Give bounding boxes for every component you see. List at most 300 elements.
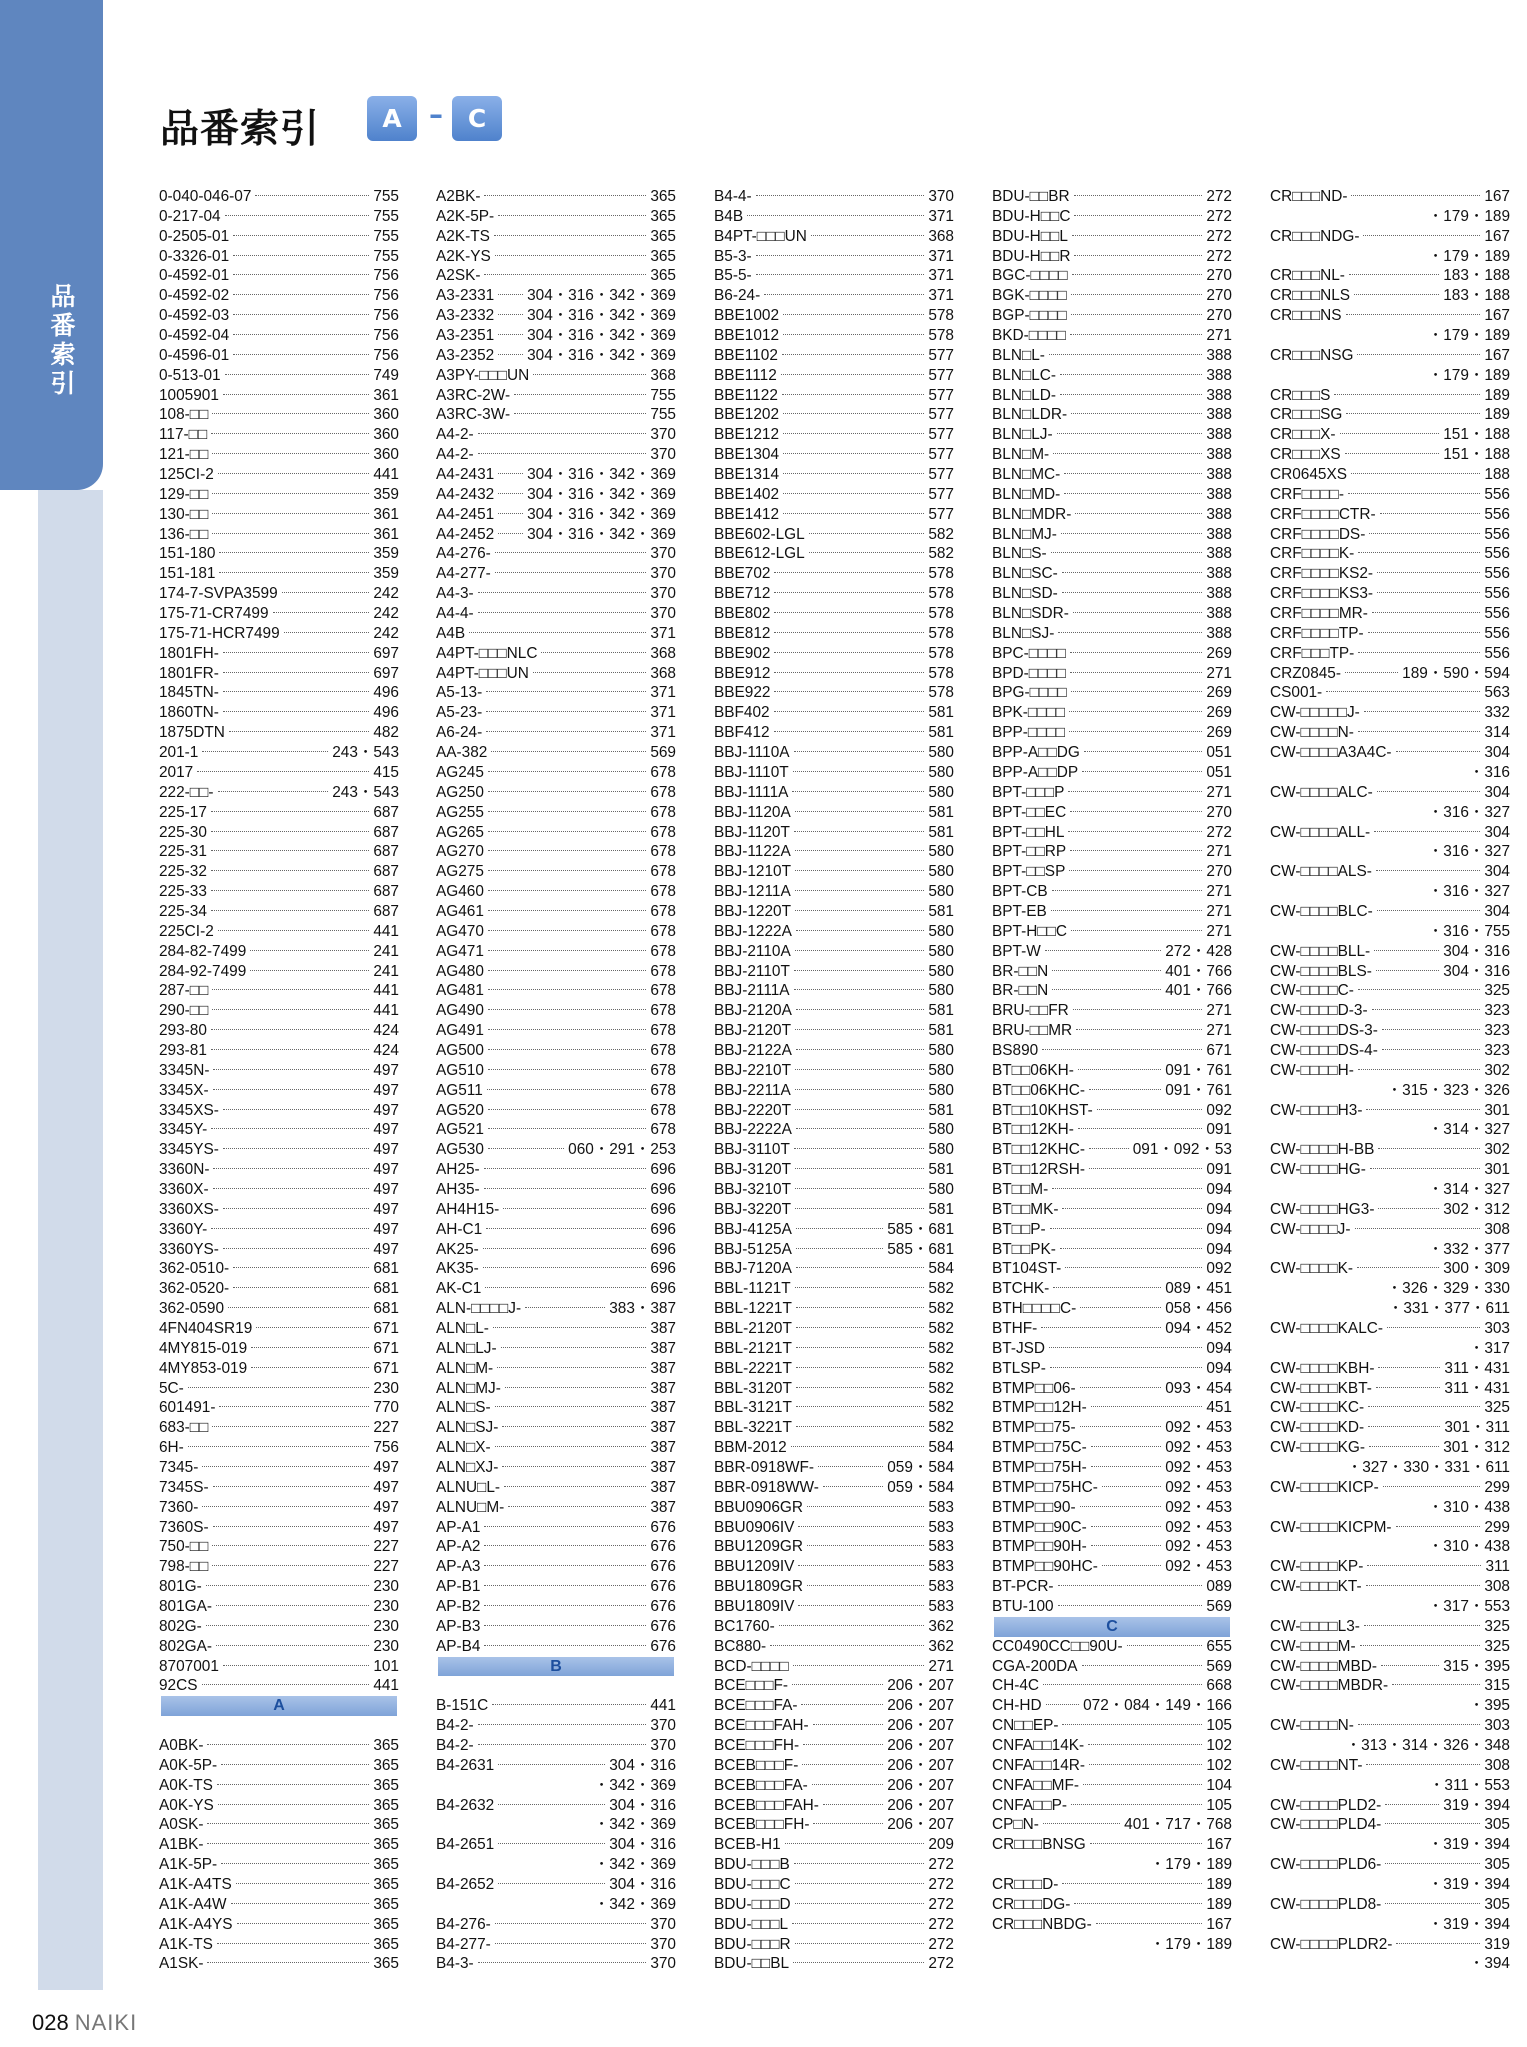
index-entry [992, 1458, 1232, 1478]
index-entry [159, 962, 399, 982]
dot-leader [1076, 1029, 1202, 1030]
dot-leader [478, 1744, 647, 1745]
dot-leader [1089, 1168, 1202, 1169]
dot-leader [212, 1565, 369, 1566]
page-refs: 051 [1206, 744, 1232, 762]
page-refs: 368 [650, 664, 676, 682]
part-number: BBJ-1111A [714, 783, 789, 801]
index-entry [992, 1637, 1232, 1657]
part-number: 225-32 [159, 863, 207, 881]
index-entry [714, 1299, 954, 1319]
dot-leader [796, 1406, 924, 1407]
page-refs: 578 [928, 327, 954, 345]
page-refs: 388 [1206, 505, 1232, 523]
index-entry [159, 1339, 399, 1359]
part-number: A3-2332 [436, 307, 495, 325]
part-number: BPK-□□□□ [992, 704, 1066, 722]
page-refs: 678 [650, 763, 676, 781]
dot-leader [791, 1446, 925, 1447]
part-number: BCE□□□FH- [714, 1737, 800, 1755]
page-refs: 271 [928, 1657, 954, 1675]
part-number: BTMP□□75- [992, 1419, 1076, 1437]
dot-leader [478, 453, 647, 454]
index-entry [992, 1140, 1232, 1160]
page-refs: 104 [1206, 1776, 1232, 1794]
index-entry [992, 1915, 1232, 1935]
index-entry [714, 683, 954, 703]
page-refs: 304・316・342・369 [527, 327, 676, 345]
dot-leader [756, 195, 925, 196]
part-number: 362-0510- [159, 1260, 230, 1278]
part-number: BBU0906IV [714, 1518, 795, 1536]
dot-leader [1385, 1804, 1439, 1805]
dot-leader [1070, 811, 1202, 812]
part-number: CN□□EP- [992, 1717, 1059, 1735]
dot-leader [223, 1148, 369, 1149]
page-refs: 388 [1206, 346, 1232, 364]
part-number: BGK-□□□□ [992, 287, 1067, 305]
dot-leader [213, 1188, 370, 1189]
dot-leader [1053, 1287, 1161, 1288]
part-number: BTU-100 [992, 1598, 1054, 1616]
dot-leader [498, 1764, 605, 1765]
dot-leader [218, 473, 370, 474]
index-entry [436, 942, 676, 962]
page-refs: 371 [650, 704, 676, 722]
part-number: BBJ-4125A [714, 1220, 792, 1238]
part-number: CW-□□□□K- [1270, 1260, 1354, 1278]
page-refs: 241 [373, 962, 399, 980]
page-refs: 755 [373, 207, 399, 225]
page-refs: 388 [1206, 485, 1232, 503]
part-number: 225-17 [159, 803, 207, 821]
dot-leader [1052, 1188, 1202, 1189]
dot-leader [514, 413, 646, 414]
page-refs: 580 [928, 1180, 954, 1198]
part-number: A2K-YS [436, 247, 491, 265]
page-refs: 206・207 [887, 1756, 954, 1774]
page-refs: 299 [1484, 1478, 1510, 1496]
part-number: 1005901 [159, 386, 219, 404]
page-refs: 582 [928, 1300, 954, 1318]
dot-leader [488, 1109, 646, 1110]
index-entry [1270, 505, 1510, 525]
page-refs: 091・761 [1165, 1061, 1232, 1079]
dot-leader [1358, 989, 1480, 990]
dot-leader [488, 850, 646, 851]
part-number: CR□□□S [1270, 386, 1331, 404]
page-refs: 302 [1484, 1141, 1510, 1159]
dot-leader [233, 334, 369, 335]
page-refs: 269 [1206, 644, 1232, 662]
dot-leader [488, 1148, 564, 1149]
dot-leader [818, 1466, 883, 1467]
dot-leader [495, 552, 647, 553]
page-refs: 189 [1484, 386, 1510, 404]
dot-leader [484, 1645, 646, 1646]
page-refs: 497 [373, 1180, 399, 1198]
page-refs: 361 [373, 386, 399, 404]
index-entry [436, 1418, 676, 1438]
dot-leader [233, 255, 369, 256]
page-refs: ・317 [1468, 1339, 1510, 1357]
part-number: BBJ-2120T [714, 1022, 791, 1040]
part-number: 284-82-7499 [159, 942, 247, 960]
index-entry [159, 405, 399, 425]
part-number: BBJ-2110A [714, 942, 791, 960]
index-continuation [1270, 1537, 1510, 1557]
page-refs: 671 [373, 1339, 399, 1357]
part-number: BCE□□□FA- [714, 1697, 798, 1715]
dot-leader [1382, 1029, 1480, 1030]
index-entry [992, 1359, 1232, 1379]
dot-leader [1072, 235, 1202, 236]
dot-leader [219, 572, 369, 573]
page-refs: 482 [373, 724, 399, 742]
dot-leader [1078, 1128, 1202, 1129]
index-entry [714, 1498, 954, 1518]
index-entry [159, 803, 399, 823]
dot-leader [1348, 493, 1480, 494]
index-entry [1270, 1041, 1510, 1061]
page-refs: ・316・755 [1427, 922, 1510, 940]
page-refs: 441 [373, 982, 399, 1000]
page-refs: 687 [373, 902, 399, 920]
page-refs: 577 [928, 386, 954, 404]
index-entry [714, 842, 954, 862]
part-number: ALN□MJ- [436, 1379, 501, 1397]
page-refs: 304・316 [609, 1796, 676, 1814]
part-number: BTLSP- [992, 1359, 1046, 1377]
dot-leader [495, 255, 647, 256]
dot-leader [491, 751, 646, 752]
index-entry [436, 564, 676, 584]
part-number: BBE1304 [714, 446, 780, 464]
dot-leader [785, 1843, 925, 1844]
page-refs: 451 [1206, 1399, 1232, 1417]
part-number: CW-□□□□M- [1270, 1637, 1356, 1655]
dot-leader [1368, 1426, 1440, 1427]
index-entry [992, 1041, 1232, 1061]
page-refs: 102 [1206, 1737, 1232, 1755]
dot-leader [1091, 1406, 1203, 1407]
index-entry [159, 1835, 399, 1855]
part-number: A3RC-3W- [436, 406, 511, 424]
index-entry [714, 1160, 954, 1180]
page-refs: 563 [1484, 684, 1510, 702]
part-number: CW-□□□□HG- [1270, 1161, 1366, 1179]
index-entry [1270, 1160, 1510, 1180]
part-number: BPT-CB [992, 883, 1048, 901]
part-number: CW-□□□□BLL- [1270, 942, 1371, 960]
index-continuation [1270, 1498, 1510, 1518]
part-number: 3345XS- [159, 1101, 219, 1119]
index-entry [1270, 1061, 1510, 1081]
part-number: BS890 [992, 1041, 1039, 1059]
page-refs: ・326・329・330 [1386, 1280, 1510, 1298]
part-number: BBE1002 [714, 307, 780, 325]
index-entry [714, 1061, 954, 1081]
part-number: A1K-A4W [159, 1895, 227, 1913]
part-number: BDU-H□□C [992, 207, 1071, 225]
index-entry [436, 326, 676, 346]
part-number: BBJ-3120T [714, 1161, 791, 1179]
index-entry [1270, 1319, 1510, 1339]
page-refs: 582 [928, 1399, 954, 1417]
part-number: BGP-□□□□ [992, 307, 1067, 325]
index-entry [1270, 465, 1510, 485]
index-entry [1270, 962, 1510, 982]
dot-leader [211, 850, 369, 851]
dot-leader [502, 1466, 646, 1467]
page-refs: 696 [650, 1220, 676, 1238]
part-number: BPT-□□RP [992, 843, 1067, 861]
dot-leader [792, 1923, 924, 1924]
page-refs: ・395 [1468, 1697, 1510, 1715]
dot-leader [478, 1724, 647, 1725]
part-number: BBE612-LGL [714, 545, 805, 563]
dot-leader [488, 771, 646, 772]
dot-leader [1358, 652, 1480, 653]
part-number: BLN□MDR- [992, 505, 1072, 523]
dot-leader [1089, 1148, 1129, 1149]
index-entry [1270, 286, 1510, 306]
page-refs: 359 [373, 485, 399, 503]
part-number: 225-33 [159, 883, 207, 901]
index-continuation [1270, 1180, 1510, 1200]
part-number: 750-□□ [159, 1538, 209, 1556]
page-refs: ・314・327 [1427, 1180, 1510, 1198]
part-number: CRF□□□□K- [1270, 545, 1355, 563]
part-number: CR□□□NSG [1270, 346, 1354, 364]
page-refs: 371 [928, 287, 954, 305]
dot-leader [796, 1267, 924, 1268]
index-entry [1270, 1001, 1510, 1021]
index-entry [714, 485, 954, 505]
dot-leader [502, 1426, 646, 1427]
dot-leader [783, 314, 924, 315]
index-entry [159, 1001, 399, 1021]
index-entry [1270, 981, 1510, 1001]
part-number: BBE1314 [714, 466, 780, 484]
index-entry [992, 366, 1232, 386]
page-refs: 167 [1206, 1915, 1232, 1933]
part-number: BTMP□□75HC- [992, 1478, 1098, 1496]
dot-leader [498, 533, 523, 534]
index-entry [159, 1518, 399, 1538]
index-entry [992, 703, 1232, 723]
part-number: BGC-□□□□ [992, 267, 1068, 285]
page-refs: 315 [1484, 1677, 1510, 1695]
part-number: ALN□LJ- [436, 1339, 497, 1357]
part-number: A4-2- [436, 426, 474, 444]
part-number: CRF□□□□- [1270, 485, 1344, 503]
dot-leader [1378, 1367, 1440, 1368]
index-entry [159, 1160, 399, 1180]
dot-leader [498, 493, 523, 494]
index-entry [1270, 1140, 1510, 1160]
index-entry [159, 266, 399, 286]
page-refs: 496 [373, 704, 399, 722]
page-refs: 387 [650, 1439, 676, 1457]
dot-leader [1069, 731, 1202, 732]
page-refs: 189・590・594 [1402, 664, 1510, 682]
part-number: 2017 [159, 763, 194, 781]
index-entry [714, 346, 954, 366]
page-refs: 583 [928, 1598, 954, 1616]
dot-leader [1041, 1327, 1161, 1328]
dot-leader [795, 1287, 925, 1288]
part-number: BBJ-1120A [714, 803, 791, 821]
page-refs: 209 [928, 1836, 954, 1854]
dot-leader [1071, 294, 1203, 295]
dot-leader [202, 1684, 370, 1685]
index-entry [159, 247, 399, 267]
page-refs: 401・717・768 [1124, 1816, 1232, 1834]
part-number: BBJ-2111A [714, 982, 790, 1000]
page-refs: 272 [928, 1955, 954, 1973]
part-number: 293-80 [159, 1022, 207, 1040]
dot-leader [202, 1506, 369, 1507]
index-entry [159, 306, 399, 326]
page-refs: 678 [650, 902, 676, 920]
page-refs: 271 [1206, 922, 1232, 940]
index-entry [992, 1160, 1232, 1180]
page-refs: 332 [1484, 704, 1510, 722]
dot-leader [1102, 1565, 1161, 1566]
part-number: CW-□□□□KALC- [1270, 1319, 1384, 1337]
index-entry [714, 306, 954, 326]
index-entry [992, 286, 1232, 306]
page-refs: 580 [928, 922, 954, 940]
part-number: A5-23- [436, 704, 483, 722]
page-refs: 556 [1484, 485, 1510, 503]
index-entry [436, 544, 676, 564]
index-entry [436, 823, 676, 843]
page-refs: 497 [373, 1061, 399, 1079]
dot-leader [1064, 493, 1202, 494]
page-refs: 678 [650, 863, 676, 881]
index-entry [714, 1359, 954, 1379]
part-number: A3RC-2W- [436, 386, 511, 404]
page-refs: 696 [650, 1200, 676, 1218]
part-number: A0K-YS [159, 1796, 214, 1814]
index-column-5 [1270, 187, 1510, 1974]
index-entry [992, 783, 1232, 803]
part-number: AG471 [436, 942, 484, 960]
part-number: A2K-TS [436, 227, 490, 245]
index-entry [714, 1895, 954, 1915]
dot-leader [798, 1565, 924, 1566]
dot-leader [228, 1307, 369, 1308]
dot-leader [212, 1009, 369, 1010]
page-refs: 370 [650, 1955, 676, 1973]
page-refs: 678 [650, 803, 676, 821]
index-entry [159, 882, 399, 902]
dot-leader [796, 1367, 924, 1368]
index-entry [159, 505, 399, 525]
page-refs: 696 [650, 1161, 676, 1179]
spacer [436, 1676, 676, 1696]
part-number: AG500 [436, 1041, 484, 1059]
part-number: A0K-5P- [159, 1756, 218, 1774]
index-entry [1270, 1518, 1510, 1538]
part-number: 121-□□ [159, 446, 209, 464]
index-entry [436, 1200, 676, 1220]
page-refs: 441 [373, 1002, 399, 1020]
dot-leader [1058, 1585, 1203, 1586]
page-refs: 581 [928, 823, 954, 841]
page-refs: 749 [373, 366, 399, 384]
part-number: BBL-2221T [714, 1359, 792, 1377]
page-refs: 671 [373, 1359, 399, 1377]
dot-leader [484, 1585, 646, 1586]
part-number: CW-□□□□PLD6- [1270, 1856, 1382, 1874]
part-number: A2SK- [436, 267, 481, 285]
index-entry [992, 247, 1232, 267]
part-number: 0-4592-01 [159, 267, 230, 285]
part-number: BCE□□□FAH- [714, 1717, 809, 1735]
index-entry [714, 1200, 954, 1220]
dot-leader [1090, 1843, 1203, 1844]
dot-leader [1369, 1446, 1439, 1447]
page-refs: 441 [373, 922, 399, 940]
part-number: BBJ-1122A [714, 843, 791, 861]
part-number: BBL-1121T [714, 1280, 791, 1298]
index-entry [159, 1398, 399, 1418]
index-entry [436, 1577, 676, 1597]
index-entry [436, 1061, 676, 1081]
index-continuation [1270, 1120, 1510, 1140]
index-entry [159, 1954, 399, 1974]
dot-leader [779, 1625, 925, 1626]
page-refs: 577 [928, 346, 954, 364]
page-refs: 497 [373, 1240, 399, 1258]
part-number: AG491 [436, 1022, 484, 1040]
sidebar-strip [38, 490, 103, 1990]
index-entry [159, 1379, 399, 1399]
part-number: AG255 [436, 803, 484, 821]
index-entry [714, 624, 954, 644]
page-refs: 304・316・342・369 [527, 307, 676, 325]
dot-leader [774, 731, 925, 732]
page-refs: 308 [1484, 1578, 1510, 1596]
index-continuation [436, 1815, 676, 1835]
page-refs: 365 [373, 1836, 399, 1854]
page-refs: 365 [650, 267, 676, 285]
part-number: BR-□□N [992, 962, 1049, 980]
page-refs: 577 [928, 446, 954, 464]
page-refs: 304・316 [1443, 942, 1510, 960]
index-entry [436, 207, 676, 227]
page-refs: 271 [1206, 783, 1232, 801]
part-number: AG461 [436, 902, 484, 920]
page-refs: 092・453 [1165, 1419, 1232, 1437]
part-number: BBU0906GR [714, 1498, 803, 1516]
dot-leader [802, 1764, 883, 1765]
page-refs: 497 [373, 1498, 399, 1516]
dot-leader [1377, 791, 1481, 792]
index-entry [714, 1339, 954, 1359]
dot-leader [1082, 771, 1202, 772]
dot-leader [233, 235, 369, 236]
index-entry [714, 1676, 954, 1696]
index-entry [992, 346, 1232, 366]
part-number: A1K-A4YS [159, 1915, 233, 1933]
index-entry [992, 1815, 1232, 1835]
dot-leader [795, 870, 924, 871]
section-header: A [161, 1696, 397, 1716]
